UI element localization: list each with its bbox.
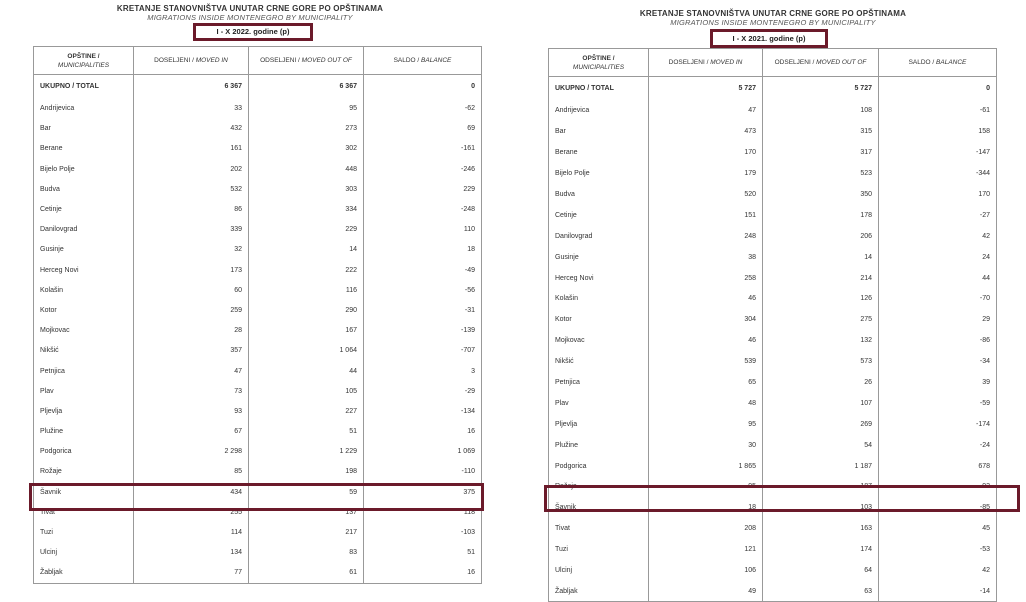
- table-row: [34, 422, 482, 442]
- table-row: [549, 101, 997, 122]
- cell-balance: -59: [979, 399, 990, 407]
- cell-balance: 16: [467, 569, 475, 577]
- table-row: [549, 497, 997, 518]
- cell-moved-out: 132: [763, 330, 879, 351]
- cell-balance: -246: [460, 165, 475, 173]
- cell-balance: 678: [978, 462, 990, 470]
- cell-municipality: Herceg Novi: [34, 260, 134, 280]
- cell-municipality: Gusinje: [549, 247, 649, 268]
- cell-municipality: Mojkovac: [549, 330, 649, 351]
- cell-moved-out: 302: [249, 139, 364, 159]
- cell-municipality: Petnjica: [34, 361, 134, 381]
- cell-moved-in: 60: [134, 280, 249, 300]
- cell-municipality: Gusinje: [34, 240, 134, 260]
- cell-balance: -103: [460, 529, 475, 537]
- cell-moved-in: 46: [649, 289, 763, 310]
- cell-moved-in: 6 367: [134, 75, 249, 99]
- right-period-label: I - X 2021. godine (p): [710, 29, 828, 48]
- cell-moved-in: 77: [134, 563, 249, 583]
- table-row: [34, 401, 482, 421]
- table-row: [34, 563, 482, 583]
- table-row: [549, 393, 997, 414]
- cell-municipality: Petnjica: [549, 372, 649, 393]
- cell-moved-in: 208: [649, 518, 763, 539]
- cell-moved-in: 170: [649, 142, 763, 163]
- cell-municipality: Žabljak: [549, 581, 649, 602]
- cell-balance: -49: [464, 266, 475, 274]
- cell-moved-out: 126: [763, 289, 879, 310]
- cell-moved-out: 1 187: [763, 456, 879, 477]
- cell-moved-in: 49: [649, 581, 763, 602]
- cell-moved-in: 134: [134, 543, 249, 563]
- table-row: [549, 205, 997, 226]
- cell-balance: -139: [460, 327, 475, 335]
- cell-municipality: Bar: [34, 119, 134, 139]
- table-row: [34, 260, 482, 280]
- table-row: [34, 280, 482, 300]
- cell-moved-out: 1 229: [249, 442, 364, 462]
- cell-moved-out: 14: [249, 240, 364, 260]
- cell-moved-out: 54: [763, 435, 879, 456]
- cell-moved-out: 275: [763, 309, 879, 330]
- cell-municipality: Budva: [549, 184, 649, 205]
- cell-moved-out: 1 064: [249, 341, 364, 361]
- cell-balance: -707: [460, 347, 475, 355]
- cell-moved-out: 229: [249, 220, 364, 240]
- cell-municipality: Danilovgrad: [549, 226, 649, 247]
- cell-balance: -14: [979, 587, 990, 595]
- table-row: [34, 482, 482, 502]
- cell-balance: -62: [464, 105, 475, 113]
- cell-moved-in: 46: [649, 330, 763, 351]
- table-row: [549, 121, 997, 142]
- cell-moved-in: 95: [649, 477, 763, 498]
- cell-balance: -31: [464, 306, 475, 314]
- cell-moved-in: 86: [134, 199, 249, 219]
- table-row: [34, 522, 482, 542]
- table-row: [34, 139, 482, 159]
- table-row: [549, 435, 997, 456]
- cell-balance: 51: [467, 549, 475, 557]
- cell-municipality: Šavnik: [549, 497, 649, 518]
- cell-municipality: Kotor: [549, 309, 649, 330]
- cell-balance: -24: [979, 441, 990, 449]
- cell-moved-in: 18: [649, 497, 763, 518]
- cell-moved-out: 63: [763, 581, 879, 602]
- cell-moved-in: 114: [134, 522, 249, 542]
- cell-moved-out: 222: [249, 260, 364, 280]
- cell-moved-out: 103: [763, 497, 879, 518]
- table-row: [34, 159, 482, 179]
- cell-moved-out: 350: [763, 184, 879, 205]
- cell-municipality: Rožaje: [34, 462, 134, 482]
- cell-moved-in: 473: [649, 121, 763, 142]
- cell-balance: 42: [982, 567, 990, 575]
- cell-municipality: Podgorica: [549, 456, 649, 477]
- cell-moved-out: 83: [249, 543, 364, 563]
- left-migration-table: [33, 46, 482, 584]
- cell-municipality: Andrijevica: [549, 101, 649, 122]
- cell-municipality: Tuzi: [34, 522, 134, 542]
- cell-moved-in: 434: [134, 482, 249, 502]
- cell-moved-out: 217: [249, 522, 364, 542]
- cell-moved-out: 317: [763, 142, 879, 163]
- cell-moved-in: 539: [649, 351, 763, 372]
- cell-balance: 229: [463, 185, 475, 193]
- table-row: [34, 199, 482, 219]
- cell-balance: -92: [979, 483, 990, 491]
- table-row-total: [549, 77, 997, 101]
- cell-balance: 0: [986, 85, 990, 93]
- table-row: [34, 543, 482, 563]
- cell-balance: -56: [464, 286, 475, 294]
- cell-moved-in: 304: [649, 309, 763, 330]
- cell-balance: 158: [978, 128, 990, 136]
- cell-municipality: Žabljak: [34, 563, 134, 583]
- cell-moved-in: 339: [134, 220, 249, 240]
- table-row: [549, 581, 997, 602]
- table-row: [34, 220, 482, 240]
- table-row: [549, 184, 997, 205]
- cell-moved-in: 121: [649, 539, 763, 560]
- table-row: [34, 300, 482, 320]
- cell-municipality: Mojkovac: [34, 321, 134, 341]
- cell-moved-in: 259: [134, 300, 249, 320]
- cell-balance: 69: [467, 125, 475, 133]
- right-migration-table: [548, 48, 997, 602]
- cell-moved-out: 137: [249, 502, 364, 522]
- cell-moved-in: 93: [134, 401, 249, 421]
- table-row: [34, 240, 482, 260]
- cell-balance: 375: [463, 488, 475, 496]
- cell-balance: -161: [460, 145, 475, 153]
- cell-municipality: Ulcinj: [549, 560, 649, 581]
- cell-municipality: Nikšić: [549, 351, 649, 372]
- cell-balance: -134: [460, 407, 475, 415]
- cell-balance: 18: [467, 246, 475, 254]
- cell-balance: 42: [982, 232, 990, 240]
- cell-moved-out: 51: [249, 422, 364, 442]
- table-row: [549, 247, 997, 268]
- cell-moved-out: 178: [763, 205, 879, 226]
- cell-balance: -344: [975, 170, 990, 178]
- table-row: [549, 351, 997, 372]
- header-municipality: OPŠTINE / MUNICIPALITIES: [34, 47, 134, 75]
- table-row: [549, 268, 997, 289]
- cell-balance: 110: [463, 226, 475, 234]
- cell-municipality: Šavnik: [34, 482, 134, 502]
- table-row: [549, 518, 997, 539]
- cell-municipality: Bijelo Polje: [34, 159, 134, 179]
- table-row: [34, 442, 482, 462]
- cell-municipality: Plav: [549, 393, 649, 414]
- cell-moved-in: 255: [134, 502, 249, 522]
- cell-moved-in: 65: [649, 372, 763, 393]
- cell-moved-in: 48: [649, 393, 763, 414]
- table-row: [549, 289, 997, 310]
- table-row: [34, 361, 482, 381]
- left-subtitle: MIGRATIONS INSIDE MONTENEGRO BY MUNICIPALITY: [147, 13, 353, 22]
- table-row: [34, 462, 482, 482]
- cell-municipality: Tivat: [549, 518, 649, 539]
- cell-municipality: Cetinje: [549, 205, 649, 226]
- cell-moved-in: 47: [134, 361, 249, 381]
- cell-moved-out: 44: [249, 361, 364, 381]
- table-row: [549, 330, 997, 351]
- cell-municipality: Berane: [34, 139, 134, 159]
- cell-municipality: Tivat: [34, 502, 134, 522]
- header-moved-out: ODSELJENI / MOVED OUT OF: [763, 49, 879, 77]
- cell-moved-in: 1 865: [649, 456, 763, 477]
- cell-municipality: Berane: [549, 142, 649, 163]
- cell-moved-out: 523: [763, 163, 879, 184]
- cell-moved-out: 95: [249, 99, 364, 119]
- cell-moved-in: 173: [134, 260, 249, 280]
- table-header-row: [34, 47, 482, 75]
- table-row: [549, 226, 997, 247]
- cell-moved-in: 73: [134, 381, 249, 401]
- cell-balance: 45: [982, 525, 990, 533]
- cell-municipality: Danilovgrad: [34, 220, 134, 240]
- left-period-label: I - X 2022. godine (p): [193, 23, 313, 41]
- cell-moved-in: 161: [134, 139, 249, 159]
- cell-municipality: Cetinje: [34, 199, 134, 219]
- cell-moved-in: 38: [649, 247, 763, 268]
- cell-moved-in: 202: [134, 159, 249, 179]
- cell-balance: 24: [982, 253, 990, 261]
- table-row: [34, 321, 482, 341]
- cell-municipality: Tuzi: [549, 539, 649, 560]
- cell-moved-out: 273: [249, 119, 364, 139]
- table-row: [549, 414, 997, 435]
- cell-municipality: Kolašin: [34, 280, 134, 300]
- cell-balance: -248: [460, 206, 475, 214]
- cell-moved-out: 214: [763, 268, 879, 289]
- cell-moved-in: 248: [649, 226, 763, 247]
- table-row: [549, 456, 997, 477]
- cell-moved-out: 227: [249, 401, 364, 421]
- cell-balance: -53: [979, 546, 990, 554]
- cell-moved-in: 179: [649, 163, 763, 184]
- right-title: KRETANJE STANOVNIŠTVA UNUTAR CRNE GORE PO OPŠTINAMA: [639, 9, 907, 18]
- cell-municipality: UKUPNO / TOTAL: [34, 75, 134, 99]
- cell-moved-in: 33: [134, 99, 249, 119]
- cell-moved-out: 6 367: [249, 75, 364, 99]
- cell-municipality: Andrijevica: [34, 99, 134, 119]
- cell-municipality: Kotor: [34, 300, 134, 320]
- cell-moved-out: 315: [763, 121, 879, 142]
- cell-moved-out: 61: [249, 563, 364, 583]
- left-panel-2022: [0, 0, 500, 600]
- cell-balance: 29: [982, 316, 990, 324]
- table-row: [34, 341, 482, 361]
- header-balance: SALDO / BALANCE: [879, 49, 997, 77]
- cell-balance: 170: [978, 191, 990, 198]
- left-title: KRETANJE STANOVNIŠTVA UNUTAR CRNE GORE PO OPŠTINAMA: [116, 4, 384, 13]
- cell-moved-out: 105: [249, 381, 364, 401]
- cell-moved-out: 107: [763, 393, 879, 414]
- cell-municipality: UKUPNO / TOTAL: [549, 77, 649, 101]
- cell-moved-out: 14: [763, 247, 879, 268]
- cell-municipality: Bijelo Polje: [549, 163, 649, 184]
- cell-moved-in: 95: [649, 414, 763, 435]
- cell-balance: -34: [979, 358, 990, 366]
- cell-municipality: Pljevlja: [549, 414, 649, 435]
- table-row: [549, 372, 997, 393]
- table-row: [34, 99, 482, 119]
- table-row: [549, 477, 997, 498]
- cell-balance: 16: [467, 428, 475, 436]
- table-row: [549, 309, 997, 330]
- cell-balance: -86: [979, 337, 990, 345]
- cell-balance: 44: [982, 274, 990, 282]
- cell-municipality: Budva: [34, 179, 134, 199]
- cell-municipality: Rožaje: [549, 477, 649, 498]
- table-row: [34, 119, 482, 139]
- cell-moved-in: 30: [649, 435, 763, 456]
- cell-balance: 3: [471, 367, 475, 375]
- table-header-row: [549, 49, 997, 77]
- header-moved-in: DOSELJENI / MOVED IN: [134, 47, 249, 75]
- table-row: [34, 179, 482, 199]
- right-subtitle: MIGRATIONS INSIDE MONTENEGRO BY MUNICIPALITY: [670, 18, 876, 27]
- cell-moved-out: 116: [249, 280, 364, 300]
- cell-municipality: Bar: [549, 121, 649, 142]
- cell-moved-in: 432: [134, 119, 249, 139]
- cell-municipality: Ulcinj: [34, 543, 134, 563]
- cell-balance: -61: [979, 107, 990, 115]
- table-row: [549, 560, 997, 581]
- cell-moved-out: 108: [763, 101, 879, 122]
- table-row: [34, 381, 482, 401]
- cell-moved-in: 520: [649, 184, 763, 205]
- table-row: [34, 502, 482, 522]
- cell-moved-in: 151: [649, 205, 763, 226]
- cell-moved-in: 5 727: [649, 77, 763, 101]
- cell-balance: -70: [979, 295, 990, 303]
- cell-municipality: Pljevlja: [34, 401, 134, 421]
- cell-moved-in: 357: [134, 341, 249, 361]
- cell-balance: 118: [463, 508, 475, 516]
- cell-balance: -174: [975, 420, 990, 428]
- cell-moved-out: 290: [249, 300, 364, 320]
- cell-balance: -110: [461, 468, 475, 476]
- cell-moved-out: 334: [249, 199, 364, 219]
- cell-moved-out: 573: [763, 351, 879, 372]
- cell-moved-in: 106: [649, 560, 763, 581]
- cell-balance: -147: [975, 149, 990, 157]
- cell-municipality: Plužine: [549, 435, 649, 456]
- cell-municipality: Nikšić: [34, 341, 134, 361]
- cell-moved-in: 2 298: [134, 442, 249, 462]
- table-row: [549, 142, 997, 163]
- cell-moved-out: 167: [249, 321, 364, 341]
- cell-moved-out: 198: [249, 462, 364, 482]
- table-row: [549, 163, 997, 184]
- cell-municipality: Plav: [34, 381, 134, 401]
- cell-moved-out: 5 727: [763, 77, 879, 101]
- cell-municipality: Kolašin: [549, 289, 649, 310]
- cell-municipality: Podgorica: [34, 442, 134, 462]
- cell-moved-out: 269: [763, 414, 879, 435]
- cell-municipality: Plužine: [34, 422, 134, 442]
- header-moved-out: ODSELJENI / MOVED OUT OF: [249, 47, 364, 75]
- cell-balance: 39: [982, 379, 990, 387]
- table-row-total: [34, 75, 482, 99]
- header-balance: SALDO / BALANCE: [364, 47, 482, 75]
- cell-moved-out: 163: [763, 518, 879, 539]
- cell-municipality: Herceg Novi: [549, 268, 649, 289]
- cell-moved-out: 187: [763, 477, 879, 498]
- header-moved-in: DOSELJENI / MOVED IN: [649, 49, 763, 77]
- cell-moved-out: 59: [249, 482, 364, 502]
- cell-moved-in: 67: [134, 422, 249, 442]
- cell-balance: -29: [464, 387, 475, 395]
- cell-balance: 1 069: [457, 448, 475, 456]
- cell-balance: -27: [979, 211, 990, 219]
- cell-moved-in: 258: [649, 268, 763, 289]
- cell-moved-in: 532: [134, 179, 249, 199]
- cell-moved-out: 26: [763, 372, 879, 393]
- cell-moved-out: 303: [249, 179, 364, 199]
- header-municipality: OPŠTINE / MUNICIPALITIES: [549, 49, 649, 77]
- cell-moved-out: 174: [763, 539, 879, 560]
- cell-moved-in: 47: [649, 101, 763, 122]
- cell-moved-out: 206: [763, 226, 879, 247]
- cell-moved-out: 448: [249, 159, 364, 179]
- right-panel-2021: [520, 0, 1026, 600]
- cell-balance: 0: [471, 83, 475, 91]
- cell-balance: -85: [979, 504, 990, 512]
- cell-moved-in: 32: [134, 240, 249, 260]
- cell-moved-out: 64: [763, 560, 879, 581]
- cell-moved-in: 85: [134, 462, 249, 482]
- table-row: [549, 539, 997, 560]
- cell-moved-in: 28: [134, 321, 249, 341]
